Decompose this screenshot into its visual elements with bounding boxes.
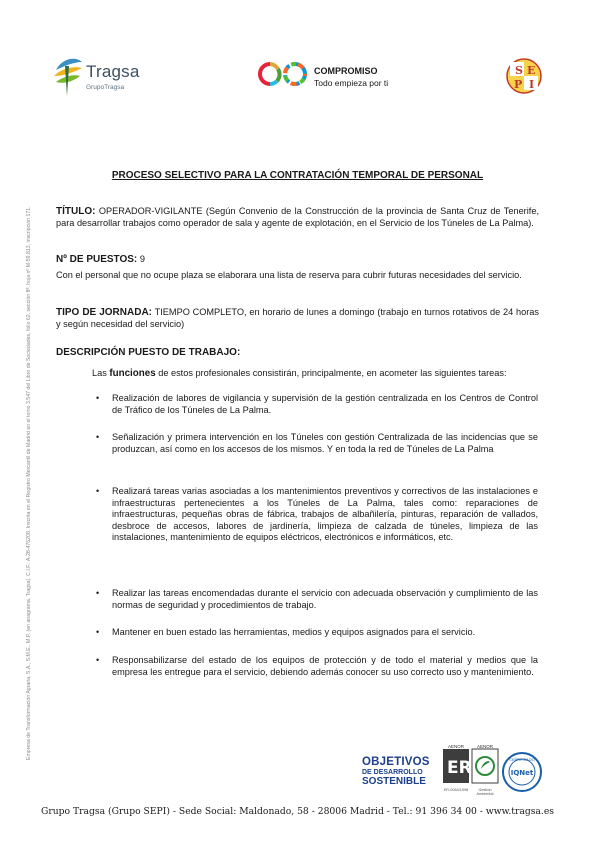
bullet-icon: • [96, 588, 100, 598]
ods-line-2: DE DESARROLLO [362, 769, 423, 776]
bullet-icon: • [96, 393, 100, 403]
bullet-icon: • [96, 432, 100, 442]
list-item: • Realización de labores de vigilancia y supervisión de la gestión centralizada en los Centros de Control de Tráfico de los Túneles de La Palma. [96, 393, 538, 415]
list-item: • Realizará tareas varias asociadas a los mantenimientos preventivos y correctivos de las instalaciones e infraestructuras pertenecientes a los Túneles de La Palma, tales como: reparaciones de infraestructuras, pequeñas obras de fábrica, trabajos de albañilería, pinturas, reparación de vallados, desbroce de accesos, labores de jardinería, limpieza de calzada de túneles, limpieza de las instalaciones, mantenimiento de equipos eléctricos, electrónicos e informáticos, etc. [96, 486, 538, 543]
cert-2-bottom: Gestión Ambiental [476, 788, 494, 796]
list-item: • Responsabilizarse del estado de los equipos de protección y de todo el material y medios que la empresa les entregue para el servicio, debiendo además conocer su uso correcto uso y mantenimiento. [96, 655, 538, 677]
titulo-paragraph [56, 206, 539, 229]
tragsa-name: Tragsa [86, 62, 140, 81]
tragsa-group-label: GrupoTragsa [86, 84, 125, 91]
intro-bold: funciones [109, 368, 156, 379]
cert-1-bottom: ER-0064/1998 [443, 788, 469, 792]
titulo-text: OPERADOR-VIGILANTE (Según Convenio de la Construcción de la provincia de Santa Cruz de Tenerife, para desarrollar trabajos como operador de sala y agente de explotación, en el Servicio de los Túneles de La Palma). [56, 206, 539, 228]
side-legal-text: Empresa de Transformación Agraria, S.A., S.M.E., M.P. (en anagrama, Tragsa). C.I.F.: A-28-476208. Inscrita en el Registro Mercantil de Madrid en el tomo 3.547 del Libro de Sociedades, folio 62, sección 8ª, hoja nº M-59.813, inscripción 171. [26, 206, 32, 760]
bullet-icon: • [96, 655, 100, 665]
list-item: • Mantener en buen estado las herramientas, medios y equipos asignados para el servicio. [96, 627, 476, 637]
bullet-icon: • [96, 627, 100, 637]
footer-address: Grupo Tragsa (Grupo SEPI) - Sede Social: Maldonado, 58 - 28006 Madrid - Tel.: 91 396 34 00 - www.tragsa.es [41, 806, 554, 817]
list-item: • Realizar las tareas encomendadas durante el servicio con adecuada observación y cumplimiento de las normas de seguridad y procedimientos de trabajo. [96, 588, 538, 610]
jornada-paragraph [56, 307, 539, 330]
puestos-line [56, 254, 539, 266]
ods-line-1: OBJETIVOS [362, 756, 430, 768]
iqnet-seal-icon [502, 752, 542, 792]
list-item: • Señalización y primera intervención en los Túneles con gestión Centralizada de las incidencias que se produzcan, así como en los accesos de los mismos. Y en toda la red de Túneles de La Palma [96, 432, 538, 454]
intro-post: de estos profesionales consistirán, principalmente, en acometer las siguientes tareas: [155, 368, 507, 378]
bullet-icon: • [96, 486, 100, 496]
jornada-label: TIPO DE JORNADA: [56, 307, 153, 318]
titulo-label: TÍTULO: [56, 206, 96, 217]
iqnet-top-label: CERTIFICADO [509, 757, 535, 762]
cert-2-top: AENOR [476, 744, 493, 749]
aenor-ga-certificate [472, 744, 498, 796]
compromiso-title: COMPROMISO [314, 66, 378, 76]
iqnet-certificate [502, 752, 542, 797]
aenor-er-icon [443, 749, 472, 783]
funciones-intro [56, 368, 539, 380]
puestos-value: 9 [137, 254, 145, 264]
svg-text:I: I [529, 78, 535, 91]
ods-logo [362, 756, 436, 787]
aenor-er-certificate [443, 744, 472, 792]
jornada-text: TIEMPO COMPLETO, en horario de lunes a domingo (trabajo en turnos rotativos de 24 horas y según necesidad del servicio) [56, 307, 540, 329]
compromiso-logo [256, 60, 416, 92]
puestos-label: Nº DE PUESTOS: [56, 254, 138, 265]
svg-text:E: E [527, 64, 536, 77]
svg-text:S: S [515, 64, 523, 77]
intro-pre: Las [92, 368, 110, 378]
tragsa-emblem-icon [52, 56, 84, 96]
svg-text:P: P [514, 78, 523, 91]
puestos-text: Con el personal que no ocupe plaza se elaborara una lista de reserva para cubrir futuras necesidades del servicio. [56, 270, 522, 280]
sdg-rings-icon [256, 60, 310, 88]
tragsa-logo [52, 56, 162, 98]
cert-1-top: AENOR [447, 744, 464, 749]
aenor-environment-icon [472, 749, 498, 783]
sepi-emblem-icon [506, 58, 542, 94]
iqnet-mark: IQNet [510, 769, 534, 777]
svg-text:ER: ER [447, 758, 472, 778]
document-title: PROCESO SELECTIVO PARA LA CONTRATACIÓN TEMPORAL DE PERSONAL [111, 170, 484, 181]
ods-line-3: SOSTENIBLE [362, 776, 426, 787]
descripcion-heading: DESCRIPCIÓN PUESTO DE TRABAJO: [56, 347, 241, 358]
sepi-logo [506, 58, 542, 94]
compromiso-subtitle: Todo empieza por ti [314, 78, 389, 88]
